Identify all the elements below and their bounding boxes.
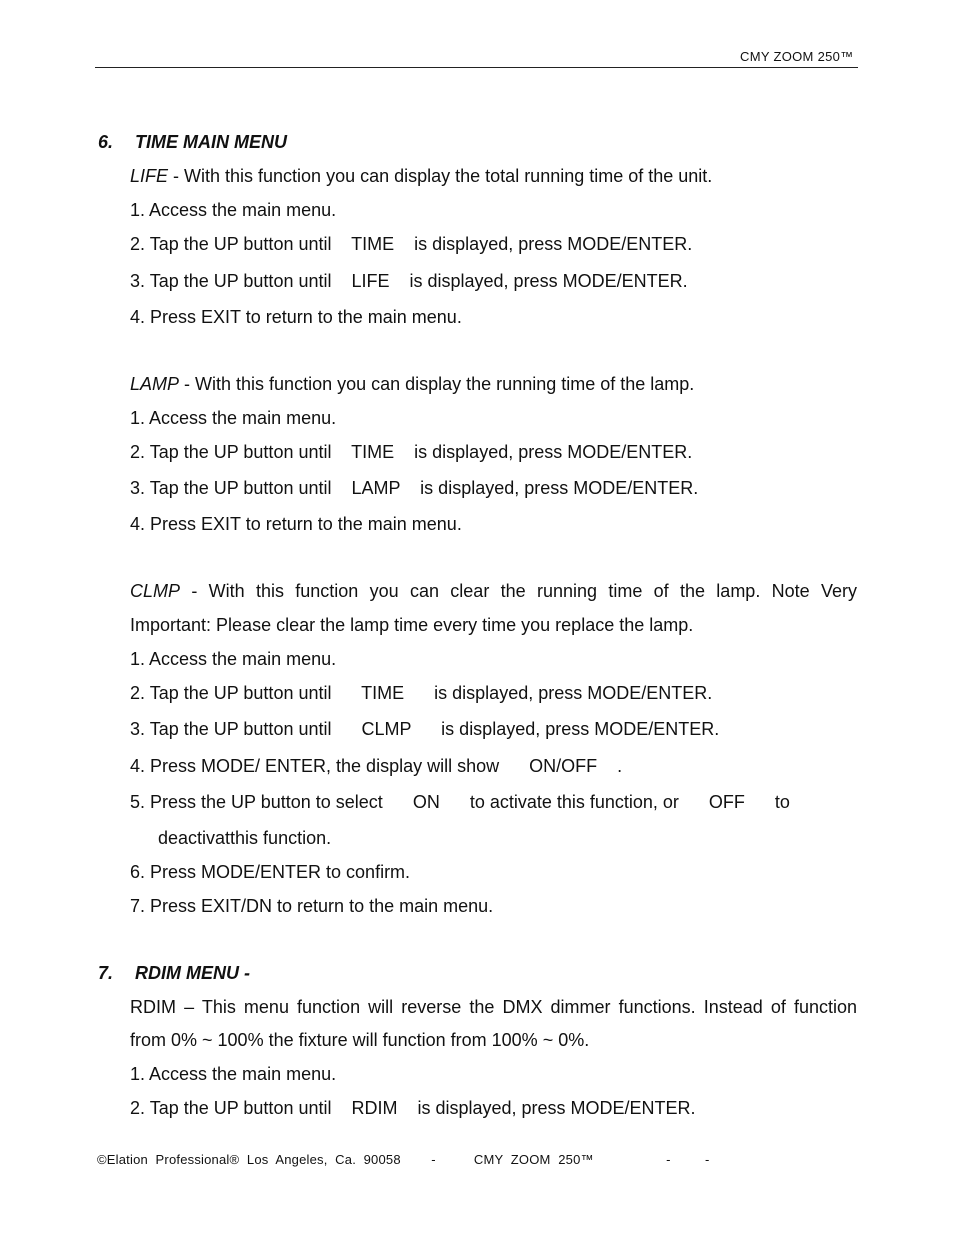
clmp-step-5: 5. Press the UP button to select ON to activate this function, or OFF to <box>130 792 790 812</box>
lamp-step-4: 4. Press EXIT to return to the main menu. <box>130 514 462 534</box>
clmp-desc-text: - With this function you can clear the running time of the lamp. Note Very <box>180 581 857 601</box>
lamp-desc-text: - With this function you can display the running time of the lamp. <box>179 374 695 394</box>
lamp-description <box>130 373 694 395</box>
section-6-number: 6. <box>98 132 114 152</box>
life-description <box>130 165 712 187</box>
rdim-description-line-2: from 0% ~ 100% the fixture will function from 100% ~ 0%. <box>130 1030 590 1050</box>
section-6-heading <box>98 131 287 153</box>
clmp-step-1: 1. Access the main menu. <box>130 649 337 669</box>
clmp-step-4: 4. Press MODE/ ENTER, the display will show ON/OFF . <box>130 756 623 776</box>
section-6-title: TIME MAIN MENU <box>135 132 287 152</box>
lamp-step-1: 1. Access the main menu. <box>130 408 337 428</box>
life-term: LIFE <box>130 166 169 186</box>
clmp-step-2: 2. Tap the UP button until TIME is displayed, press MODE/ENTER. <box>130 683 713 703</box>
lamp-term: LAMP <box>130 374 180 394</box>
section-7-heading <box>98 962 250 984</box>
page-footer: ©Elation Professional® Los Angeles, Ca. 90058 - CMY ZOOM 250™ - - <box>97 1152 710 1167</box>
life-step-3: 3. Tap the UP button until LIFE is displayed, press MODE/ENTER. <box>130 271 688 291</box>
lamp-step-3: 3. Tap the UP button until LAMP is displayed, press MODE/ENTER. <box>130 478 699 498</box>
lamp-step-2: 2. Tap the UP button until TIME is displayed, press MODE/ENTER. <box>130 442 693 462</box>
clmp-description-line-1 <box>130 580 857 602</box>
clmp-step-7: 7. Press EXIT/DN to return to the main menu. <box>130 896 494 916</box>
clmp-step-5-continued: deactivatthis function. <box>158 828 332 848</box>
rdim-step-2: 2. Tap the UP button until RDIM is displayed, press MODE/ENTER. <box>130 1098 696 1118</box>
clmp-description-line-2: Important: Please clear the lamp time every time you replace the lamp. <box>130 615 694 635</box>
running-header: CMY ZOOM 250™ <box>740 49 854 64</box>
clmp-step-6: 6. Press MODE/ENTER to confirm. <box>130 862 411 882</box>
life-step-2: 2. Tap the UP button until TIME is displayed, press MODE/ENTER. <box>130 234 693 254</box>
header-rule <box>95 67 858 68</box>
clmp-step-3: 3. Tap the UP button until CLMP is displayed, press MODE/ENTER. <box>130 719 720 739</box>
section-7-title: RDIM MENU - <box>135 963 250 983</box>
life-desc-text: - With this function you can display the total running time of the unit. <box>168 166 713 186</box>
rdim-step-1: 1. Access the main menu. <box>130 1064 337 1084</box>
section-7-number: 7. <box>98 963 114 983</box>
clmp-term: CLMP <box>130 581 181 601</box>
life-step-4: 4. Press EXIT to return to the main menu. <box>130 307 462 327</box>
life-step-1: 1. Access the main menu. <box>130 200 337 220</box>
rdim-description-line-1: RDIM – This menu function will reverse the DMX dimmer functions. Instead of function <box>130 997 857 1017</box>
